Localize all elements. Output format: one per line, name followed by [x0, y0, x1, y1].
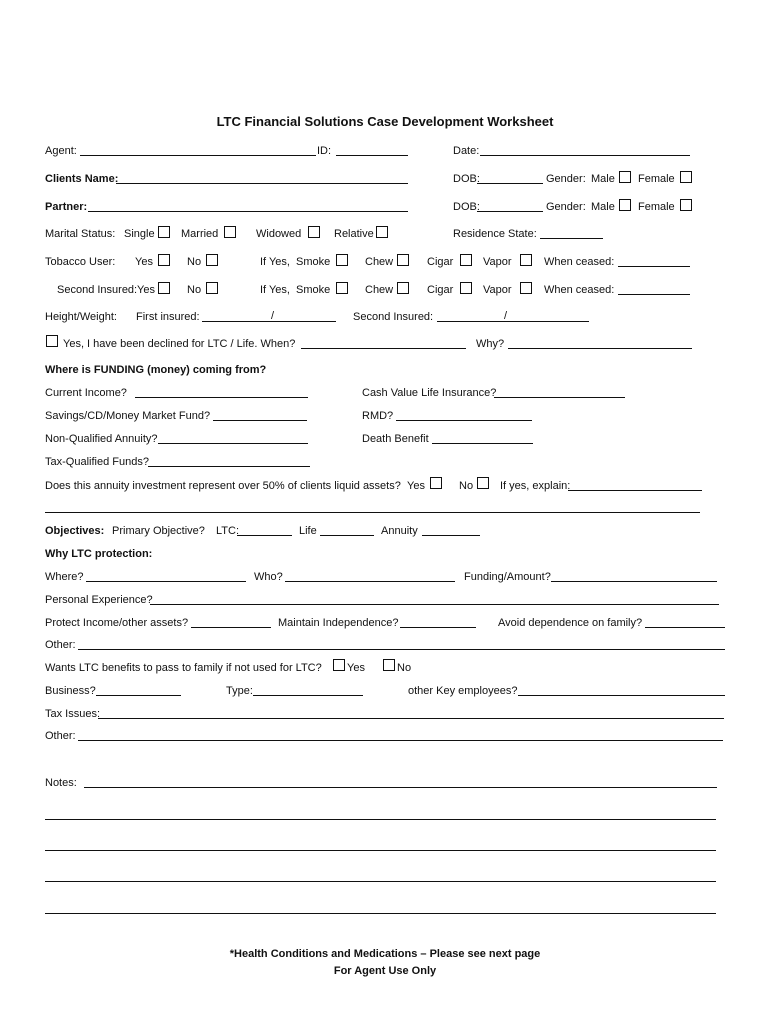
notes-line-1[interactable] [84, 787, 717, 788]
tobacco-when-ceased-label: When ceased: [544, 256, 615, 268]
married-checkbox[interactable] [224, 226, 236, 238]
where-field[interactable] [86, 581, 246, 582]
id-field[interactable] [336, 155, 408, 156]
liquid-no-checkbox[interactable] [477, 477, 489, 489]
tobacco-smoke-checkbox[interactable] [336, 254, 348, 266]
who-label: Who? [254, 571, 283, 583]
residence-state-label: Residence State: [453, 228, 537, 240]
client-male-checkbox[interactable] [619, 171, 631, 183]
savings-label: Savings/CD/Money Market Fund? [45, 410, 211, 422]
liquid-yes-label: Yes [407, 480, 425, 492]
protect-income-field[interactable] [191, 627, 271, 628]
second-insured-slash: / [504, 310, 508, 322]
single-label: Single [124, 228, 155, 240]
tobacco-if-yes-label: If Yes, [260, 256, 290, 268]
married-label: Married [181, 228, 219, 240]
date-field[interactable] [480, 155, 690, 156]
client-female-label: Female [638, 173, 675, 185]
pass-yes-label: Yes [347, 662, 365, 674]
footer-health-note: *Health Conditions and Medications – Please see next page [229, 948, 541, 960]
cash-value-field[interactable] [494, 397, 625, 398]
avoid-dependence-label: Avoid dependence on family? [498, 617, 643, 629]
partner-male-label: Male [591, 201, 615, 213]
second-cigar-label: Cigar [427, 284, 454, 296]
declined-when-field[interactable] [301, 348, 466, 349]
notes-line-2[interactable] [45, 819, 716, 820]
partner-dob-label: DOB: [453, 201, 480, 213]
tobacco-cigar-checkbox[interactable] [460, 254, 472, 266]
id-label: ID: [317, 145, 332, 157]
tobacco-smoke-label: Smoke [296, 256, 331, 268]
second-smoke-checkbox[interactable] [336, 282, 348, 294]
widowed-checkbox[interactable] [308, 226, 320, 238]
why-ltc-heading: Why LTC protection: [45, 548, 153, 560]
pass-to-family-label: Wants LTC benefits to pass to family if not used for LTC? [45, 662, 322, 674]
tobacco-cigar-label: Cigar [427, 256, 454, 268]
relative-label: Relative [334, 228, 374, 240]
pass-no-checkbox[interactable] [383, 659, 395, 671]
tobacco-vapor-label: Vapor [483, 256, 512, 268]
liquid-assets-question: Does this annuity investment represent over 50% of clients liquid assets? [45, 480, 401, 492]
other2-field[interactable] [78, 740, 723, 741]
key-employees-field[interactable] [518, 695, 725, 696]
funding-heading: Where is FUNDING (money) coming from? [45, 364, 267, 376]
first-insured-height-weight-field[interactable] [202, 321, 336, 322]
declined-checkbox[interactable] [46, 335, 58, 347]
client-male-label: Male [591, 173, 615, 185]
partner-label: Partner: [45, 201, 88, 213]
other2-label: Other: [45, 730, 76, 742]
second-insured-height-weight-field[interactable] [437, 321, 589, 322]
clients-name-label: Clients Name: [45, 173, 119, 185]
pass-no-label: No [397, 662, 412, 674]
marital-status-label: Marital Status: [45, 228, 116, 240]
clients-name-field[interactable] [116, 183, 408, 184]
second-when-ceased-label: When ceased: [544, 284, 615, 296]
declined-why-field[interactable] [508, 348, 692, 349]
tobacco-vapor-checkbox[interactable] [520, 254, 532, 266]
tobacco-chew-label: Chew [365, 256, 394, 268]
funding-amount-field[interactable] [551, 581, 717, 582]
business-field[interactable] [96, 695, 181, 696]
client-gender-label: Gender: [546, 173, 586, 185]
annuity-field[interactable] [422, 535, 480, 536]
agent-field[interactable] [80, 155, 316, 156]
tobacco-yes-checkbox[interactable] [158, 254, 170, 266]
tax-issues-label: Tax Issues: [45, 708, 101, 720]
death-benefit-label: Death Benefit [362, 433, 429, 445]
tax-qualified-field[interactable] [148, 466, 310, 467]
second-chew-label: Chew [365, 284, 394, 296]
client-dob-label: DOB: [453, 173, 480, 185]
second-no-label: No [187, 284, 202, 296]
life-label: Life [299, 525, 317, 537]
funding-amount-label: Funding/Amount? [464, 571, 551, 583]
savings-field[interactable] [213, 420, 307, 421]
avoid-dependence-field[interactable] [645, 627, 725, 628]
second-vapor-checkbox[interactable] [520, 282, 532, 294]
height-weight-label: Height/Weight: [45, 311, 117, 323]
tobacco-no-label: No [187, 256, 202, 268]
primary-objective-label: Primary Objective? [112, 525, 205, 537]
type-field[interactable] [253, 695, 363, 696]
other-label: Other: [45, 639, 76, 651]
partner-female-label: Female [638, 201, 675, 213]
maintain-independence-label: Maintain Independence? [278, 617, 399, 629]
tobacco-yes-label: Yes [135, 256, 153, 268]
explain-label: If yes, explain: [500, 480, 571, 492]
second-vapor-label: Vapor [483, 284, 512, 296]
single-checkbox[interactable] [158, 226, 170, 238]
tobacco-chew-checkbox[interactable] [397, 254, 409, 266]
partner-female-checkbox[interactable] [680, 199, 692, 211]
rmd-label: RMD? [362, 410, 394, 422]
partner-male-checkbox[interactable] [619, 199, 631, 211]
second-no-checkbox[interactable] [206, 282, 218, 294]
relative-checkbox[interactable] [376, 226, 388, 238]
tax-issues-field[interactable] [98, 718, 724, 719]
notes-line-5[interactable] [45, 913, 716, 914]
first-insured-label: First insured: [136, 311, 200, 323]
second-when-ceased-field[interactable] [618, 294, 690, 295]
type-label: Type: [226, 685, 253, 697]
partner-dob-field[interactable] [477, 211, 543, 212]
widowed-label: Widowed [256, 228, 302, 240]
tobacco-when-ceased-field[interactable] [618, 266, 690, 267]
death-benefit-field[interactable] [432, 443, 533, 444]
footer-agent-use: For Agent Use Only [333, 965, 437, 977]
non-qualified-label: Non-Qualified Annuity? [45, 433, 158, 445]
who-field[interactable] [285, 581, 455, 582]
tobacco-user-label: Tobacco User: [45, 256, 116, 268]
second-smoke-label: Smoke [296, 284, 331, 296]
second-cigar-checkbox[interactable] [460, 282, 472, 294]
second-insured-label: Second Insured: [57, 284, 138, 296]
life-field[interactable] [320, 535, 374, 536]
liquid-no-label: No [459, 480, 474, 492]
pass-yes-checkbox[interactable] [333, 659, 345, 671]
explain-continuation-field[interactable] [45, 512, 700, 513]
cash-value-label: Cash Value Life Insurance? [362, 387, 497, 399]
liquid-yes-checkbox[interactable] [430, 477, 442, 489]
personal-experience-field[interactable] [150, 604, 719, 605]
tobacco-no-checkbox[interactable] [206, 254, 218, 266]
objectives-label: Objectives: [45, 525, 105, 537]
current-income-field[interactable] [135, 397, 308, 398]
ltc-label: LTC: [216, 525, 240, 537]
client-female-checkbox[interactable] [680, 171, 692, 183]
partner-field[interactable] [88, 211, 408, 212]
declined-why-label: Why? [476, 338, 505, 350]
non-qualified-field[interactable] [158, 443, 308, 444]
rmd-field[interactable] [396, 420, 532, 421]
business-label: Business? [45, 685, 96, 697]
protect-income-label: Protect Income/other assets? [45, 617, 189, 629]
second-yes-label: Yes [137, 284, 155, 296]
current-income-label: Current Income? [45, 387, 127, 399]
date-label: Date: [453, 145, 480, 157]
maintain-independence-field[interactable] [400, 627, 476, 628]
first-insured-slash: / [271, 310, 275, 322]
annuity-label: Annuity [381, 525, 418, 537]
other-field[interactable] [78, 649, 725, 650]
personal-experience-label: Personal Experience? [45, 594, 153, 606]
residence-state-field[interactable] [540, 238, 603, 239]
ltc-field[interactable] [237, 535, 292, 536]
declined-label: Yes, I have been declined for LTC / Life. When? [63, 338, 296, 350]
explain-field[interactable] [568, 490, 702, 491]
key-employees-label: other Key employees? [408, 685, 518, 697]
page-title: LTC Financial Solutions Case Development Worksheet [216, 114, 554, 129]
second-yes-checkbox[interactable] [158, 282, 170, 294]
agent-label: Agent: [45, 145, 77, 157]
second-chew-checkbox[interactable] [397, 282, 409, 294]
notes-label: Notes: [45, 777, 77, 789]
client-dob-field[interactable] [477, 183, 543, 184]
second-if-yes-label: If Yes, [260, 284, 290, 296]
second-insured-hw-label: Second Insured: [353, 311, 434, 323]
where-label: Where? [45, 571, 84, 583]
partner-gender-label: Gender: [546, 201, 586, 213]
notes-line-3[interactable] [45, 850, 716, 851]
tax-qualified-label: Tax-Qualified Funds? [45, 456, 149, 468]
notes-line-4[interactable] [45, 881, 716, 882]
